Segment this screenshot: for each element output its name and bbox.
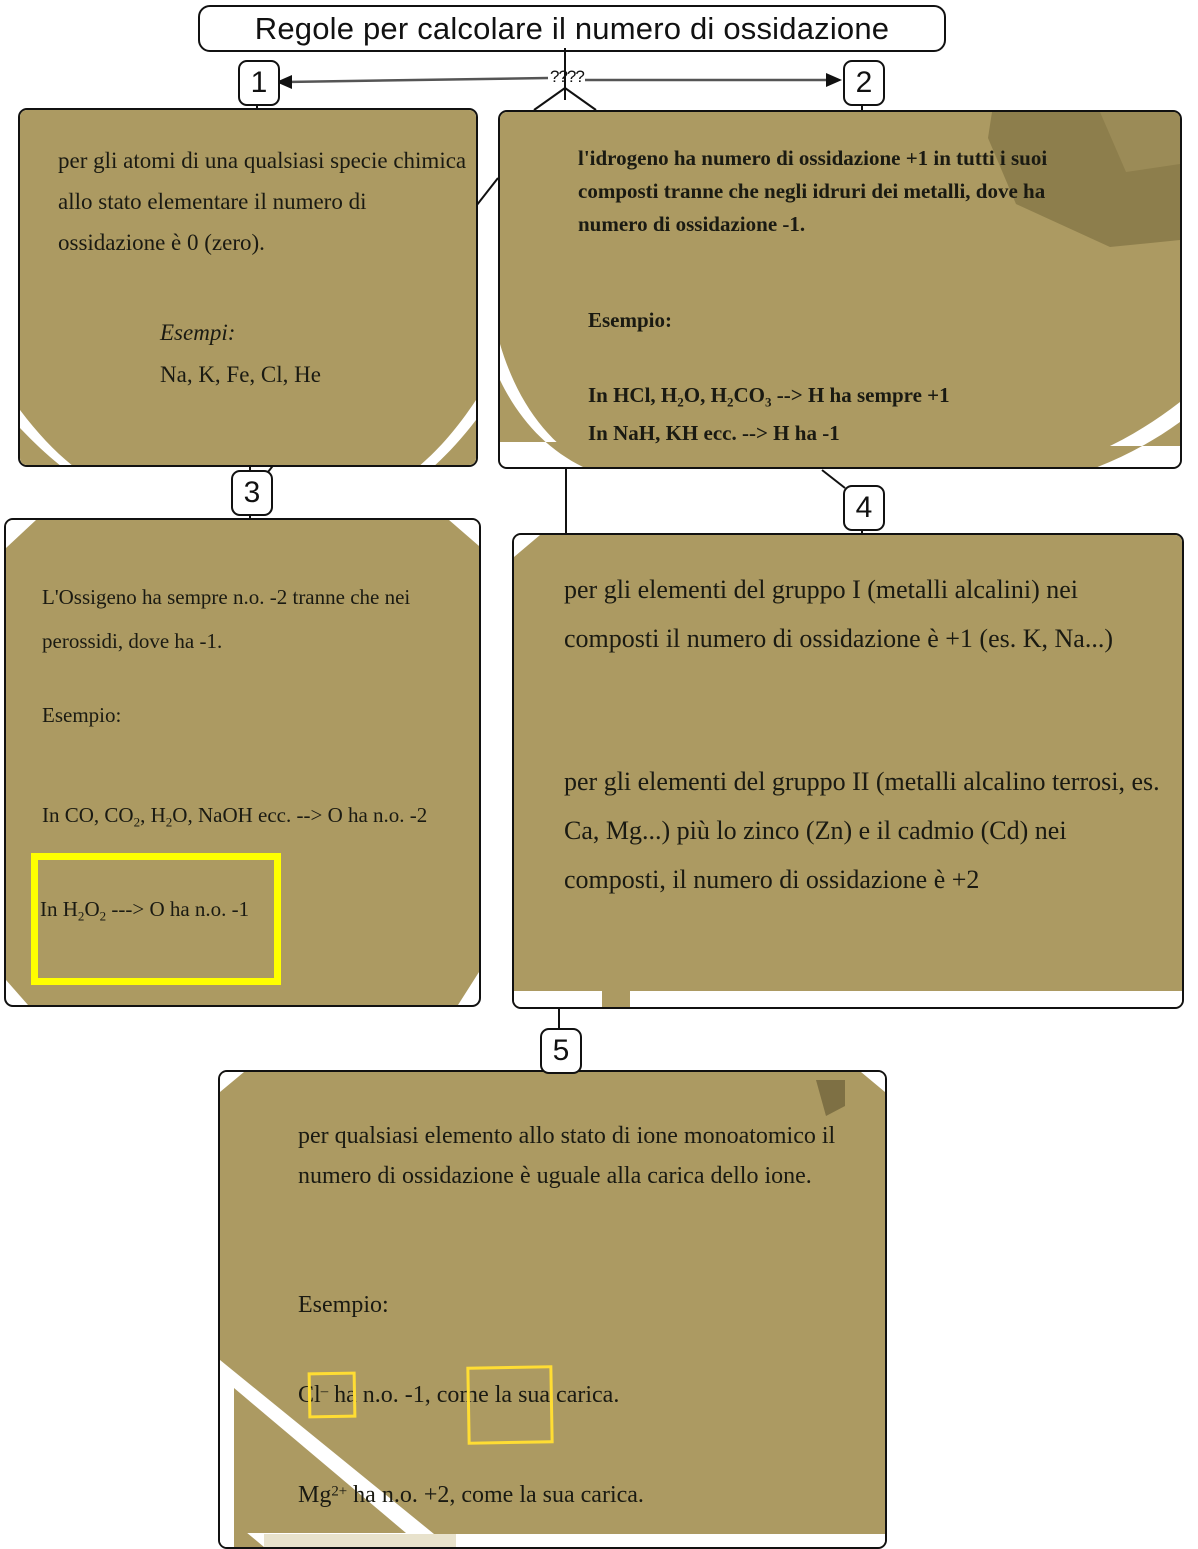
card-5-annotation-box-oxidation-number [466,1365,553,1444]
card-3-highlighted-example: In $H_2O_2$ ---> O ha n.o. -1 [40,897,250,924]
card-1-example: Na, K, Fe, Cl, He [160,362,321,387]
rule-card-5[interactable] [218,1070,887,1549]
card-5-example-label: Esempio: [298,1292,389,1318]
node-badge-3[interactable]: 3 [231,470,273,516]
hub-question-marks: ???? [550,67,584,86]
card-4-rule-2: per gli elementi del gruppo II (metalli alcalino terrosi, es. Ca, Mg...) più lo zinco (Zn) e il cadmio (Cd) nei composti, il numero di ossidazione è +2 [564,767,1160,894]
card-3-example-label: Esempio: [42,703,122,727]
node-badge-5[interactable]: 5 [540,1028,582,1074]
card-2-rule: l'idrogeno ha numero di ossidazione +1 in tutti i suoi composti tranne che negli idruri dei metalli, dove ha numero di ossidazione -1. [578,146,1048,236]
rule-card-4[interactable] [512,533,1184,1009]
card-5-rule: per qualsiasi elemento allo stato di ione monoatomico il numero di ossidazione è uguale alla carica dello ione. [298,1123,836,1189]
card-4-rule-1: per gli elementi del gruppo I (metalli alcalini) nei composti il numero di ossidazione è +1 (es. K, Na...) [564,575,1113,653]
card-2-example-label: Esempio: [588,308,672,332]
rule-card-2[interactable] [498,110,1182,469]
card-2-example [588,380,950,448]
card-5-example-line-1: Cl– ha n.o. -1, come la sua carica. [298,1382,620,1408]
node-badge-4[interactable]: 4 [843,485,885,531]
card-1-example-label: Esempi: [160,320,236,345]
rule-card-1[interactable] [18,108,478,467]
card-3-rule: L'Ossigeno ha sempre n.o. -2 tranne che nei perossidi, dove ha -1. [42,585,411,653]
card-2-example-line-2: In NaH, KH ecc. --> H ha -1 [588,420,840,445]
card-5-annotation-box-charge [308,1372,357,1419]
node-badge-1[interactable]: 1 [238,60,280,106]
node-badge-2[interactable]: 2 [843,60,885,106]
card-1-rule: per gli atomi di una qualsiasi specie chimica allo stato elementare il numero di ossidazione è 0 (zero). [58,148,467,255]
card-2-example-line-1: In HCl, $H_2O$, $H_2CO_3$ --> H ha sempre +1 [588,383,950,410]
page-title-text: Regole per calcolare il numero di ossidazione [254,10,890,46]
card-3-example-line-1: In CO, $CO_2$, $H_2O$, NaOH ecc. --> O ha n.o. -2 [42,803,428,830]
card-5-example-line-2: $Mg^{2+}$ ha n.o. +2, come la sua carica. [298,1482,644,1508]
